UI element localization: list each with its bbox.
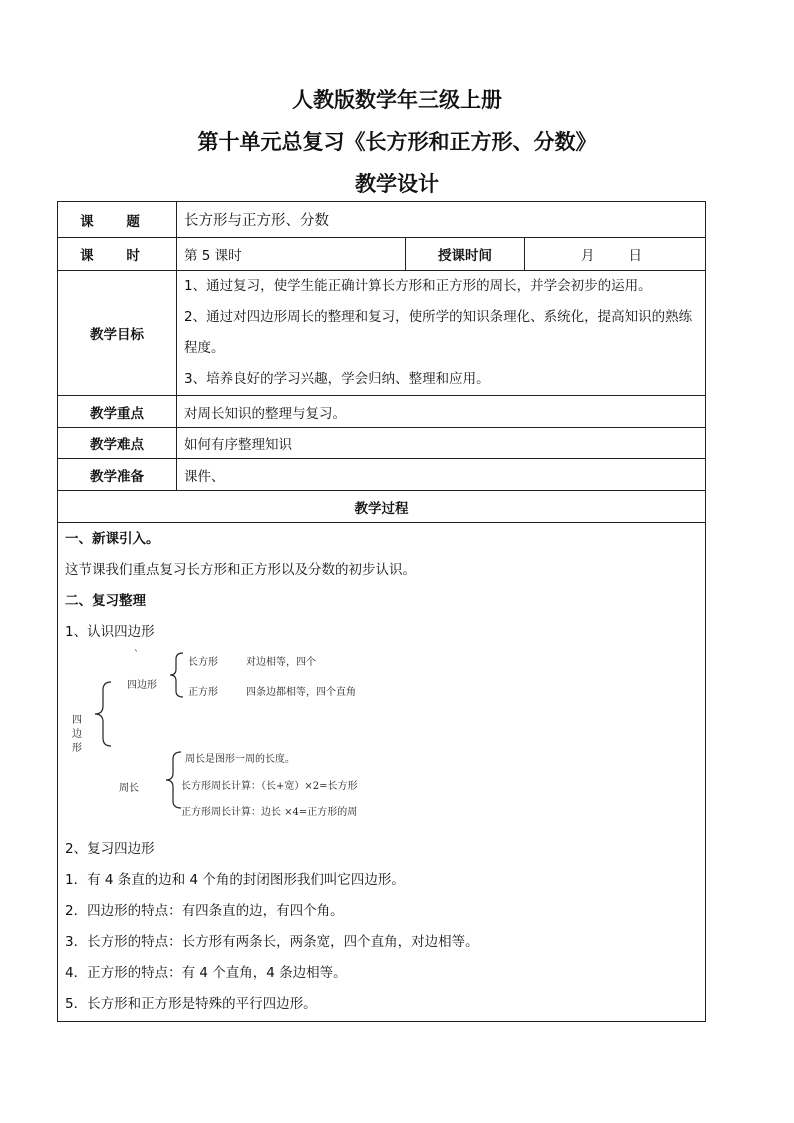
diagram-square-label: 正方形 bbox=[188, 687, 218, 698]
list-item: 4．正方形的特点：有 4 个直角，4 条边相等。 bbox=[65, 965, 347, 981]
period-label: 课 时 bbox=[58, 238, 177, 271]
goal-item: 3、培养良好的学习兴趣，学会归纳、整理和应用。 bbox=[184, 371, 490, 387]
diagram-perimeter-def: 周长是图形一周的长度。 bbox=[185, 754, 295, 765]
time-month: 月 bbox=[581, 248, 595, 264]
section-2-heading: 二、复习整理 bbox=[65, 593, 146, 609]
document-subtitle: 第十单元总复习《长方形和正方形、分数》 bbox=[197, 130, 597, 154]
focus-label: 教学重点 bbox=[58, 396, 177, 428]
list-item: 2．四边形的特点：有四条直的边，有四个角。 bbox=[65, 903, 344, 919]
difficulty-label: 教学难点 bbox=[58, 428, 177, 459]
diagram-square-desc: 四条边都相等，四个直角 bbox=[246, 687, 356, 698]
prep-value: 课件、 bbox=[177, 459, 706, 491]
topic-value: 长方形与正方形、分数 bbox=[177, 202, 706, 238]
section-1-text: 这节课我们重点复习长方形和正方形以及分数的初步认识。 bbox=[65, 562, 416, 578]
diagram-rect-label: 长方形 bbox=[188, 657, 218, 668]
diagram-root-label: 四边形 bbox=[72, 715, 82, 754]
diagram-square-perimeter: 正方形周长计算：边长 ×4=正方形的周 bbox=[181, 807, 358, 818]
list-item: 5．长方形和正方形是特殊的平行四边形。 bbox=[65, 996, 317, 1012]
section-2-sub-1: 1、认识四边形 bbox=[65, 624, 155, 640]
process-header: 教学过程 bbox=[58, 491, 706, 523]
time-label: 授课时间 bbox=[406, 238, 525, 271]
diagram-quad-label: 四边形 bbox=[127, 680, 157, 691]
list-item: 1．有 4 条直的边和 4 个角的封闭图形我们叫它四边形。 bbox=[65, 872, 405, 888]
time-value bbox=[525, 238, 706, 271]
quadrilateral-diagram bbox=[65, 648, 698, 834]
topic-label: 课 题 bbox=[58, 202, 177, 238]
period-value: 第 5 课时 bbox=[177, 238, 406, 271]
diagram-rect-perimeter: 长方形周长计算：（长+宽）×2=长方形 bbox=[181, 781, 358, 792]
section-1-heading: 一、新课引入。 bbox=[65, 531, 160, 547]
root-brace bbox=[91, 681, 115, 747]
document-heading: 教学设计 bbox=[355, 172, 439, 196]
document-title: 人教版数学年三级上册 bbox=[292, 88, 502, 112]
difficulty-value: 如何有序整理知识 bbox=[177, 428, 706, 459]
quad-brace bbox=[167, 652, 187, 698]
goals-label: 教学目标 bbox=[58, 271, 177, 396]
list-item: 3．长方形的特点：长方形有两条长，两条宽，四个直角，对边相等。 bbox=[65, 934, 479, 950]
time-day: 日 bbox=[628, 248, 642, 264]
process-content bbox=[58, 523, 706, 1022]
focus-value: 对周长知识的整理与复习。 bbox=[177, 396, 706, 428]
goal-item: 2、通过对四边形周长的整理和复习，使所学的知识条理化、系统化，提高知识的熟练程度。 bbox=[184, 309, 693, 356]
goal-item: 1、通过复习，使学生能正确计算长方形和正方形的周长，并学会初步的运用。 bbox=[184, 278, 652, 294]
diagram-dot: ` bbox=[134, 650, 139, 661]
goals-value bbox=[177, 271, 706, 396]
prep-label: 教学准备 bbox=[58, 459, 177, 491]
diagram-perimeter-label: 周长 bbox=[119, 783, 139, 794]
lesson-plan-table bbox=[57, 201, 706, 1022]
diagram-rect-desc: 对边相等，四个 bbox=[246, 657, 316, 668]
section-2-sub-2: 2、复习四边形 bbox=[65, 841, 155, 857]
